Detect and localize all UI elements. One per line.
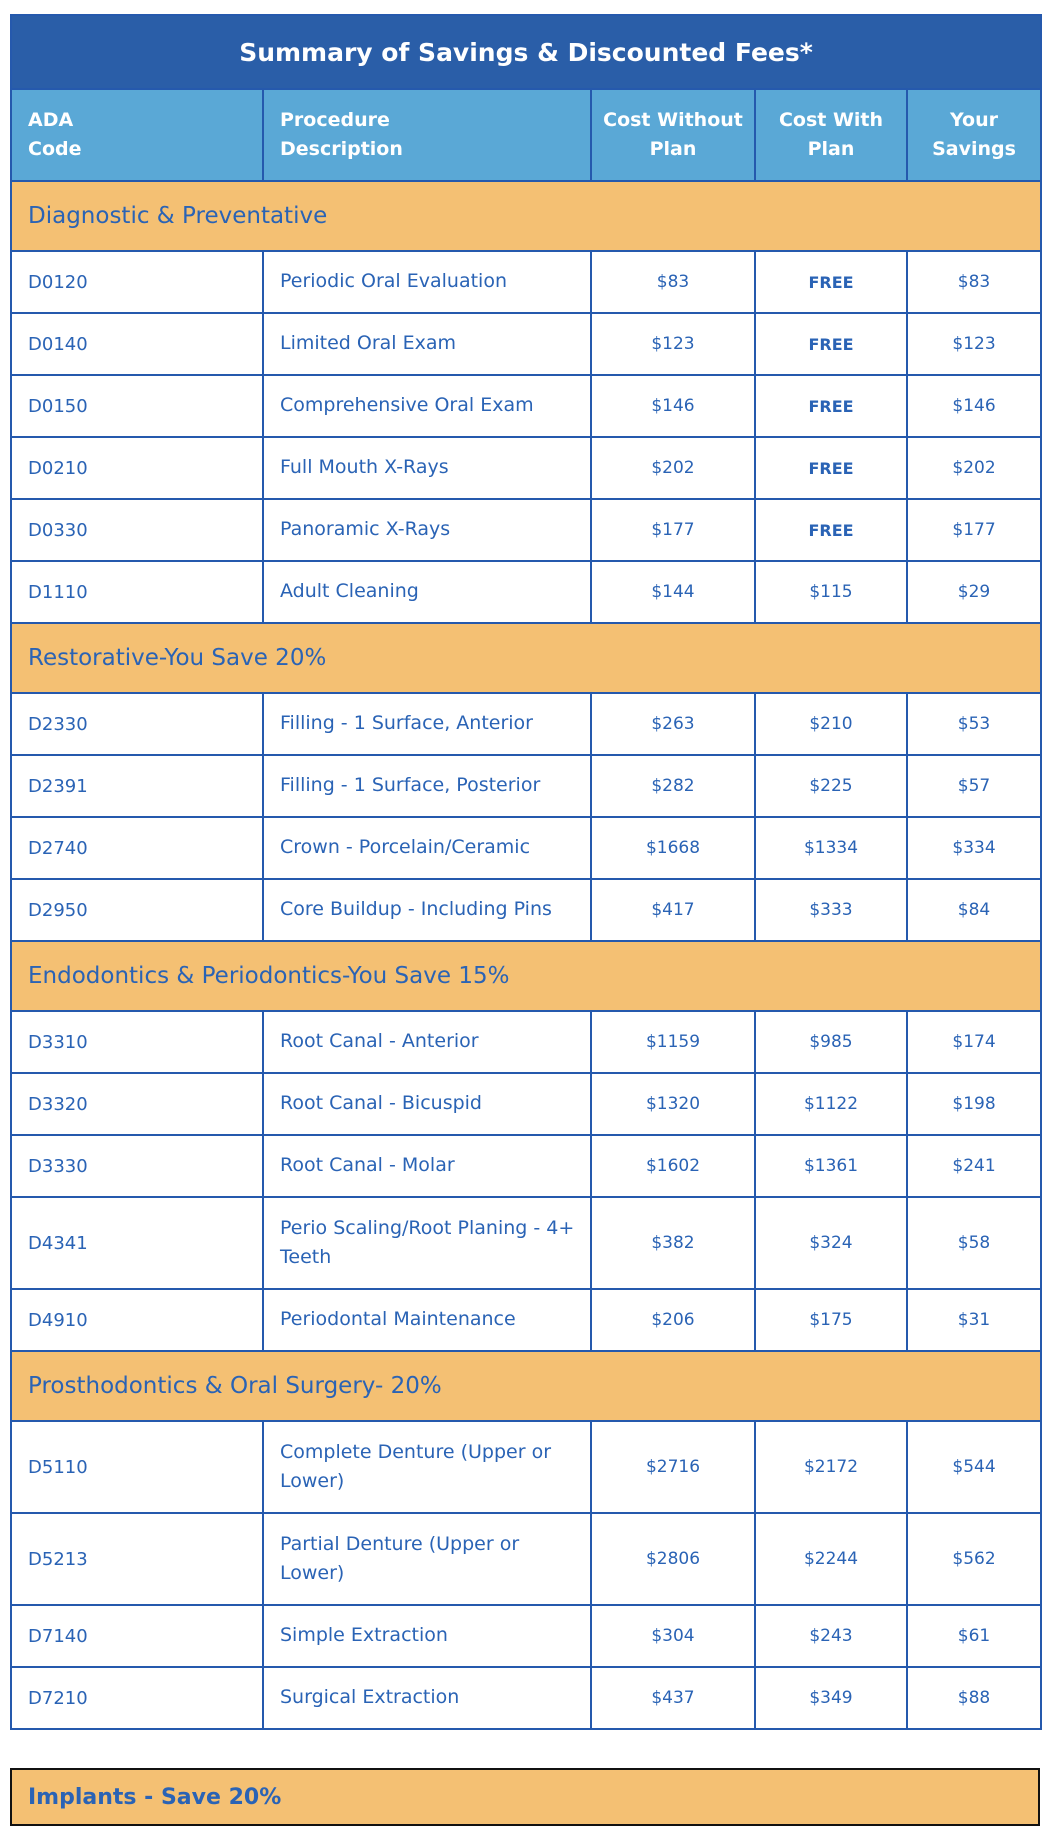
ada-code-cell: D5213	[11, 1513, 263, 1605]
ada-code-cell: D2740	[11, 817, 263, 879]
your-savings-cell: $83	[907, 251, 1041, 313]
section-heading: Prosthodontics & Oral Surgery- 20%	[11, 1351, 1041, 1421]
table-row	[11, 313, 1041, 375]
cost-with-plan-cell: FREE	[755, 251, 907, 313]
table-title: Summary of Savings & Discounted Fees*	[11, 15, 1041, 89]
cost-with-plan-cell: $2172	[755, 1421, 907, 1513]
procedure-description-cell: Filling - 1 Surface, Anterior	[263, 693, 591, 755]
your-savings-cell: $562	[907, 1513, 1041, 1605]
table-row	[11, 1197, 1041, 1289]
ada-code-cell: D3330	[11, 1135, 263, 1197]
your-savings-cell: $198	[907, 1073, 1041, 1135]
cost-with-plan-cell: FREE	[755, 437, 907, 499]
table-row	[11, 1667, 1041, 1729]
cost-without-plan-cell: $282	[591, 755, 755, 817]
procedure-description-cell: Surgical Extraction	[263, 1667, 591, 1729]
cost-with-plan-cell: $1361	[755, 1135, 907, 1197]
table-row	[11, 437, 1041, 499]
procedure-description-cell: Crown - Porcelain/Ceramic	[263, 817, 591, 879]
table-row	[11, 755, 1041, 817]
table-row	[11, 499, 1041, 561]
table-row	[11, 817, 1041, 879]
table-row	[11, 1073, 1041, 1135]
cost-without-plan-cell: $202	[591, 437, 755, 499]
your-savings-cell: $174	[907, 1011, 1041, 1073]
section-heading: Endodontics & Periodontics-You Save 15%	[11, 941, 1041, 1011]
procedure-description-cell: Panoramic X-Rays	[263, 499, 591, 561]
procedure-description-cell: Root Canal - Bicuspid	[263, 1073, 591, 1135]
table-row	[11, 561, 1041, 623]
header-cost-with-plan: Cost With Plan	[755, 89, 907, 181]
cost-with-plan-cell: $175	[755, 1289, 907, 1351]
cost-with-plan-cell: $225	[755, 755, 907, 817]
cost-without-plan-cell: $123	[591, 313, 755, 375]
cost-without-plan-cell: $2806	[591, 1513, 755, 1605]
your-savings-cell: $31	[907, 1289, 1041, 1351]
ada-code-cell: D0210	[11, 437, 263, 499]
implants-section-heading: Implants - Save 20%	[10, 1768, 1040, 1826]
cost-with-plan-cell: $2244	[755, 1513, 907, 1605]
section-heading: Restorative-You Save 20%	[11, 623, 1041, 693]
ada-code-cell: D5110	[11, 1421, 263, 1513]
table-row	[11, 251, 1041, 313]
cost-without-plan-cell: $1602	[591, 1135, 755, 1197]
cost-without-plan-cell: $146	[591, 375, 755, 437]
table-row	[11, 1513, 1041, 1605]
cost-without-plan-cell: $1320	[591, 1073, 755, 1135]
procedure-description-cell: Core Buildup - Including Pins	[263, 879, 591, 941]
header-cost-without-plan: Cost Without Plan	[591, 89, 755, 181]
ada-code-cell: D0330	[11, 499, 263, 561]
header-your-savings: Your Savings	[907, 89, 1041, 181]
ada-code-cell: D2330	[11, 693, 263, 755]
cost-with-plan-cell: $115	[755, 561, 907, 623]
ada-code-cell: D3320	[11, 1073, 263, 1135]
your-savings-cell: $334	[907, 817, 1041, 879]
cost-without-plan-cell: $206	[591, 1289, 755, 1351]
ada-code-cell: D2391	[11, 755, 263, 817]
cost-with-plan-cell: $333	[755, 879, 907, 941]
cost-without-plan-cell: $417	[591, 879, 755, 941]
ada-code-cell: D7140	[11, 1605, 263, 1667]
section-row	[11, 941, 1041, 1011]
procedure-description-cell: Adult Cleaning	[263, 561, 591, 623]
procedure-description-cell: Comprehensive Oral Exam	[263, 375, 591, 437]
your-savings-cell: $61	[907, 1605, 1041, 1667]
ada-code-cell: D7210	[11, 1667, 263, 1729]
header-procedure-description: Procedure Description	[263, 89, 591, 181]
your-savings-cell: $58	[907, 1197, 1041, 1289]
ada-code-cell: D4341	[11, 1197, 263, 1289]
fees-table	[10, 14, 1042, 1730]
procedure-description-cell: Filling - 1 Surface, Posterior	[263, 755, 591, 817]
procedure-description-cell: Partial Denture (Upper or Lower)	[263, 1513, 591, 1605]
procedure-description-cell: Full Mouth X-Rays	[263, 437, 591, 499]
table-row	[11, 693, 1041, 755]
procedure-description-cell: Limited Oral Exam	[263, 313, 591, 375]
ada-code-cell: D0140	[11, 313, 263, 375]
table-row	[11, 375, 1041, 437]
your-savings-cell: $202	[907, 437, 1041, 499]
cost-without-plan-cell: $437	[591, 1667, 755, 1729]
cost-with-plan-cell: FREE	[755, 375, 907, 437]
table-row	[11, 1135, 1041, 1197]
your-savings-cell: $544	[907, 1421, 1041, 1513]
ada-code-cell: D2950	[11, 879, 263, 941]
your-savings-cell: $88	[907, 1667, 1041, 1729]
cost-without-plan-cell: $177	[591, 499, 755, 561]
cost-without-plan-cell: $144	[591, 561, 755, 623]
your-savings-cell: $29	[907, 561, 1041, 623]
cost-without-plan-cell: $1159	[591, 1011, 755, 1073]
section-heading: Diagnostic & Preventative	[11, 181, 1041, 251]
cost-with-plan-cell: $985	[755, 1011, 907, 1073]
your-savings-cell: $146	[907, 375, 1041, 437]
header-ada-code: ADA Code	[11, 89, 263, 181]
cost-without-plan-cell: $2716	[591, 1421, 755, 1513]
cost-without-plan-cell: $83	[591, 251, 755, 313]
procedure-description-cell: Root Canal - Molar	[263, 1135, 591, 1197]
your-savings-cell: $84	[907, 879, 1041, 941]
cost-with-plan-cell: $349	[755, 1667, 907, 1729]
your-savings-cell: $177	[907, 499, 1041, 561]
cost-with-plan-cell: $324	[755, 1197, 907, 1289]
cost-with-plan-cell: $1122	[755, 1073, 907, 1135]
procedure-description-cell: Simple Extraction	[263, 1605, 591, 1667]
your-savings-cell: $241	[907, 1135, 1041, 1197]
table-row	[11, 1605, 1041, 1667]
your-savings-cell: $53	[907, 693, 1041, 755]
cost-with-plan-cell: $210	[755, 693, 907, 755]
ada-code-cell: D3310	[11, 1011, 263, 1073]
section-row	[11, 1351, 1041, 1421]
procedure-description-cell: Periodic Oral Evaluation	[263, 251, 591, 313]
procedure-description-cell: Periodontal Maintenance	[263, 1289, 591, 1351]
ada-code-cell: D0120	[11, 251, 263, 313]
cost-with-plan-cell: FREE	[755, 499, 907, 561]
table-row	[11, 879, 1041, 941]
your-savings-cell: $123	[907, 313, 1041, 375]
table-row	[11, 1289, 1041, 1351]
section-row	[11, 623, 1041, 693]
cost-without-plan-cell: $263	[591, 693, 755, 755]
ada-code-cell: D1110	[11, 561, 263, 623]
cost-without-plan-cell: $382	[591, 1197, 755, 1289]
cost-without-plan-cell: $304	[591, 1605, 755, 1667]
table-row	[11, 1421, 1041, 1513]
cost-with-plan-cell: $1334	[755, 817, 907, 879]
ada-code-cell: D4910	[11, 1289, 263, 1351]
procedure-description-cell: Complete Denture (Upper or Lower)	[263, 1421, 591, 1513]
cost-without-plan-cell: $1668	[591, 817, 755, 879]
cost-with-plan-cell: $243	[755, 1605, 907, 1667]
ada-code-cell: D0150	[11, 375, 263, 437]
procedure-description-cell: Root Canal - Anterior	[263, 1011, 591, 1073]
cost-with-plan-cell: FREE	[755, 313, 907, 375]
section-row	[11, 181, 1041, 251]
table-row	[11, 1011, 1041, 1073]
table-body	[11, 181, 1041, 1729]
your-savings-cell: $57	[907, 755, 1041, 817]
procedure-description-cell: Perio Scaling/Root Planing - 4+ Teeth	[263, 1197, 591, 1289]
